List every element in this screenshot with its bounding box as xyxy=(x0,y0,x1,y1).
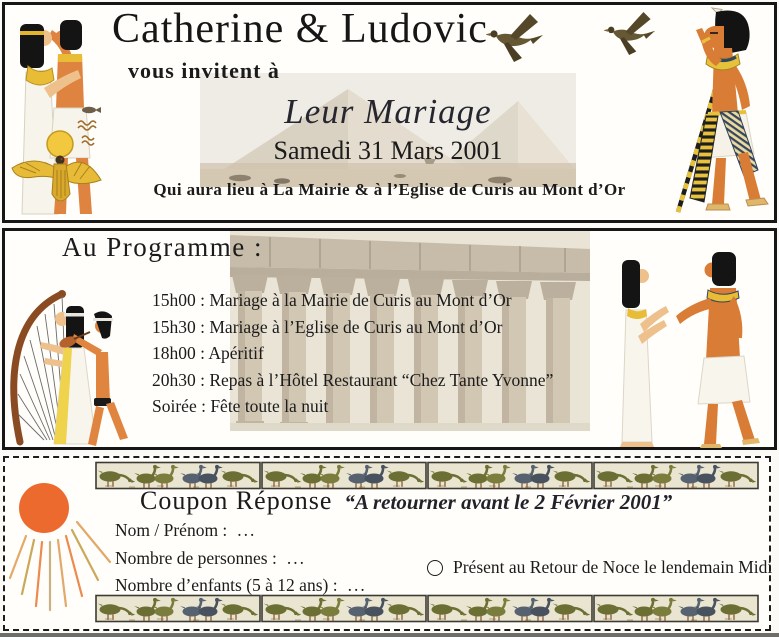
coupon-title: Coupon Réponse xyxy=(140,486,333,515)
invitation-intro: vous invitent à xyxy=(128,58,280,83)
field-children-value: ... xyxy=(347,575,367,595)
coupon-deadline: “A retourner avant le 2 Février 2001” xyxy=(344,490,673,514)
schedule-line: 15h00 : Mariage à la Mairie de Curis au Mont d’Or xyxy=(152,290,512,310)
field-name-value: ... xyxy=(237,520,257,540)
field-persons xyxy=(115,548,306,569)
event-date: Samedi 31 Mars 2001 xyxy=(273,136,503,165)
event-title: Leur Mariage xyxy=(284,92,492,131)
schedule-line: 15h30 : Mariage à l’Eglise de Curis au Mont d’Or xyxy=(152,316,503,337)
geese-frieze-bottom xyxy=(95,594,761,623)
field-persons-value: ... xyxy=(286,548,306,568)
field-children-label: Nombre d’enfants (5 à 12 ans) : xyxy=(115,575,338,595)
couple-names: Catherine & Ludovic xyxy=(112,6,488,52)
coupon-header xyxy=(140,486,770,516)
return-party-label: Présent au Retour de Noce le lendemain Midi xyxy=(453,557,773,577)
field-name-label: Nom / Prénom : xyxy=(115,520,228,540)
field-name xyxy=(115,520,256,541)
schedule-line: 20h30 : Repas à l’Hôtel Restaurant “Chez Tante Yvonne” xyxy=(152,369,554,390)
schedule-line: 18h00 : Apéritif xyxy=(152,343,264,363)
field-persons-label: Nombre de personnes : xyxy=(115,548,277,568)
venue-line: Qui aura lieu à La Mairie & à l’Eglise de Curis au Mont d’Or xyxy=(153,180,626,199)
radio-circle-icon xyxy=(427,560,443,576)
schedule-line: Soirée : Fête toute la nuit xyxy=(152,396,329,416)
scan-bottom-edge xyxy=(0,633,779,637)
return-party-option xyxy=(427,557,772,578)
field-children xyxy=(115,575,367,596)
programme-heading: Au Programme : xyxy=(62,232,263,262)
